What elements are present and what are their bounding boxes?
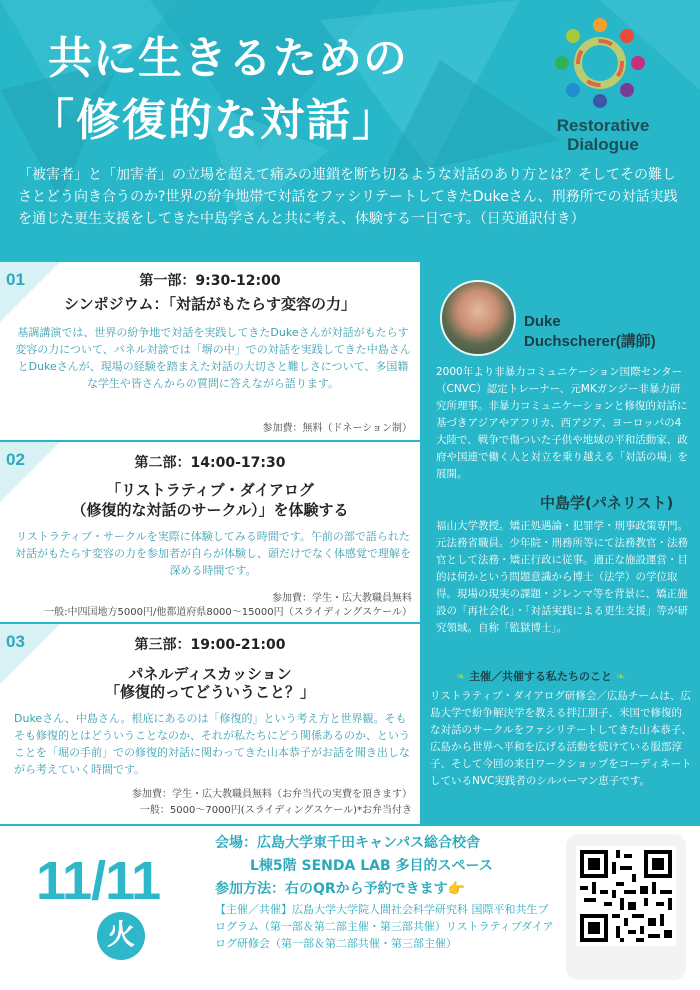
main-title-line2: 「修復的な対話」: [30, 95, 398, 146]
logo-line2: Dialogue: [567, 135, 639, 154]
leaf-icon: ❧: [456, 670, 466, 683]
logo-line1: Restorative: [556, 116, 650, 135]
section-part1: [0, 262, 420, 440]
section-fee: 参加費：無料（ドネーション制）: [262, 423, 412, 434]
section-title-line1: 「リストラティブ・ダイアログ: [106, 481, 314, 499]
section-time: 第三部：19:00-21:00: [134, 637, 286, 653]
section-time: 第二部：14:00-17:30: [134, 455, 286, 471]
duke-bio: 2000年より非暴力コミュニケーション国際センター（CNVC）認定トレーナー、元MKガンジー非暴力研究所理事。非暴力コミュニケーションと修復的対話に基づきアジアやアフリカ、西アジア、ヨーロッパの4大陸で、戦争で傷ついた子供や地域の平和活動家、政府や国連で働く人と対立を乗り越える「対話の場」を展開。: [436, 366, 688, 480]
duke-photo: [440, 280, 516, 356]
section-title-line1: パネルディスカッション: [128, 665, 292, 683]
intro-paragraph: 「被害者」と「加害者」の立場を超えて痛みの連鎖を断ち切るような対話のあり方とは？そしてその難しさとどう向き合うのか?世界の紛争地帯で対話をファシリテートしてきたDukeさん、刑務所での対話実践を通じた更生支援をしてきた中島学さんと共に考え、体験する一日です。（日英通訳付き）: [18, 167, 678, 227]
section-number: 03: [6, 632, 25, 651]
venue-line2: L棟5階 SENDA LAB 多目的スペース: [250, 858, 493, 874]
leaf-icon: ❧: [615, 670, 626, 683]
section-body: 基調講演では、世界の紛争地で対話を実践してきたDukeさんが対話がもたらす変容の力について、パネル対談では「塀の中」での対話を実践してきた中島さんとDukeさんが、現場の経験を踏まえた対話の大切さと難しさについて、多国籍な学生や皆さんからの質問に答えながら語ります。: [15, 326, 411, 390]
hosts-text: 【主催／共催】広島大学大学院人間社会科学研究科 国際平和共生プログラム（第一部＆第二部主催・第三部共催）リストラティブダイアログ研修会（第一部＆第二部共催・第三部主催）: [215, 903, 554, 950]
section-title: シンポジウム：「対話がもたらす変容の力」: [64, 295, 356, 313]
section-time: 第一部：9:30-12:00: [139, 273, 281, 289]
event-weekday-badge: 火: [97, 912, 145, 960]
section-number: 01: [6, 270, 25, 289]
venue-line1: 会場：広島大学東千田キャンパス総合校舎: [215, 835, 481, 851]
section-title-line2: 「修復的ってどういうこと？」: [104, 683, 315, 701]
section-part3: [0, 624, 420, 824]
registration-instructions: 参加方法：右のQRから予約できます👉: [215, 881, 466, 897]
section-number: 02: [6, 450, 25, 469]
organizer-bio: リストラティブ・ダイアログ研修会／広島チームは、広島大学で紛争解決学を教える拌江朋子、米国で修復的な対話のサークルをファシリテートしてきた山本恭子、広島から世界へ平和を広げる活動を続けている服部淳子、そして今回の来日ワークショップをコーディネートしているNVC実践者のシルバーマン恵子です。: [430, 690, 692, 787]
duke-name: [524, 312, 656, 352]
nakajima-bio: 福山大学教授。矯正処遇論・犯罪学・刑事政策専門。元法務省職員。少年院・刑務所等にて法務教官・法務官として法務・矯正行政に従事。適正な施設運営・目的は何かという問題意識から博士（法学）の学位取得。現場の現実の課題・ジレンマ等を背景に、矯正施設の「再社会化」・「対話実践による更生支援」等が研究領域。自称「監獄博士」。: [436, 520, 688, 634]
section-fee-line2: 一般:中四国地方5000円/他都道府県8000～15000円（スライディングスケール）: [44, 607, 412, 618]
section-body: Dukeさん、中島さん。根底にあるのは「修復的」という考え方と世界観。そもそも修復的とはどういうことなのか、それが私たちにどう関係あるのか、ということを「堀の手前」での修復的対話に関わってきた山本恭子がお話を聞き出しながら考えていく時間です。: [14, 712, 410, 776]
nakajima-name: 中島学(パネリスト): [540, 494, 674, 512]
organizer-heading: [456, 668, 625, 684]
section-fee-line2: 一般：5000～7000円(スライディングスケール)*お弁当付き: [139, 805, 412, 816]
section-fee-line1: 参加費：学生・広大教職員無料（お弁当代の実費を頂きます）: [132, 789, 412, 800]
organizer-heading-text: 主催／共催する私たちのこと: [469, 670, 613, 683]
duke-name-line1: Duke: [524, 313, 561, 330]
section-part2: [0, 442, 420, 622]
main-title-line1: 共に生きるための: [48, 33, 408, 84]
logo-wordmark: [508, 116, 698, 154]
section-title-line2: （修復的な対話のサークル）」を体験する: [71, 501, 349, 519]
duke-name-line2: Duchscherer(講師): [524, 333, 656, 350]
section-body: リストラティブ・サークルを実際に体験してみる時間です。午前の部で語られた対話がもたらす変容の力を参加者が自らが体験し、頭だけでなく体感覚で理解を深める時間です。: [15, 530, 411, 577]
section-fee-line1: 参加費：学生・広大教職員無料: [272, 593, 412, 604]
registration-qr-code[interactable]: [576, 846, 676, 946]
event-date: 11/11: [36, 851, 161, 911]
